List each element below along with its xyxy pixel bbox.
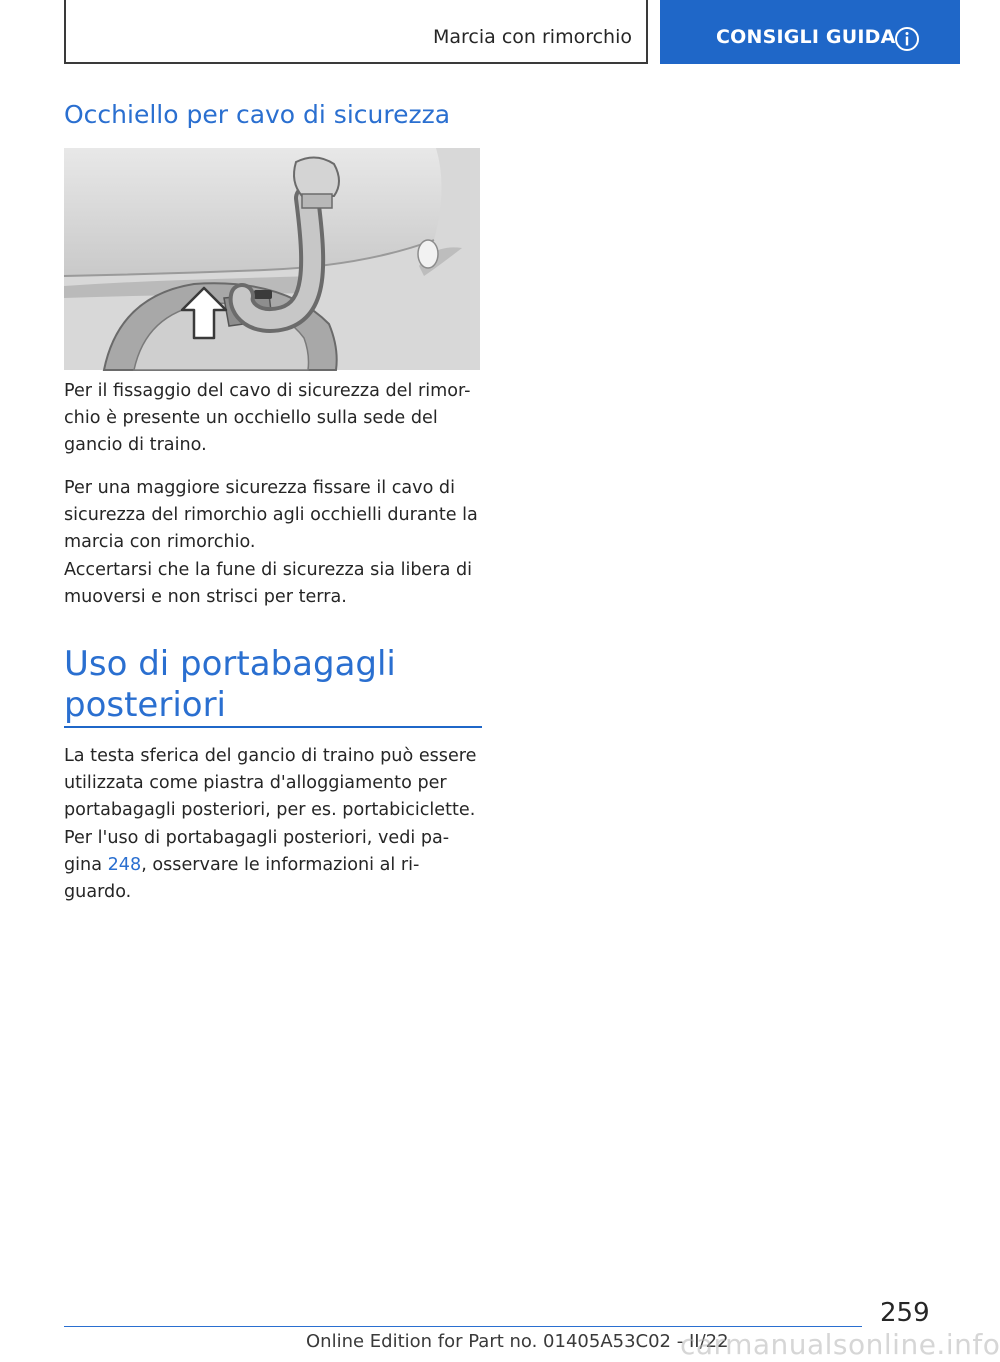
section-title: Marcia con rimorchio xyxy=(433,26,632,48)
info-icon xyxy=(894,26,920,52)
running-header xyxy=(64,0,648,64)
chapter-tab[interactable] xyxy=(660,0,960,64)
section-heading-safety-eyelet: Occhiello per cavo di sicurezza xyxy=(64,100,451,129)
page-link-248[interactable]: 248 xyxy=(107,855,142,875)
paragraph-page-reference: Per l'uso di portabagagli posteriori, vedi pa- gina 248, osservare le informazioni al ri- guardo. xyxy=(64,828,450,902)
page-number: 259 xyxy=(880,1298,930,1328)
section-heading-rear-carriers: Uso di portabagagli posteriori xyxy=(64,644,396,725)
paragraph-fasten-cable: Per una maggiore sicurezza fissare il cavo di sicurezza del rimorchio agli occhielli durante la marcia con rimorchio. xyxy=(64,478,478,552)
tow-hook-illustration xyxy=(64,148,480,370)
paragraph-eyelet-location: Per il fissaggio del cavo di sicurezza del rimor- chio è presente un occhiello sulla sede del gancio di traino. xyxy=(64,381,471,455)
heading-divider xyxy=(64,726,482,728)
chapter-title: CONSIGLI GUIDA xyxy=(716,26,896,48)
footer-edition: Online Edition for Part no. 01405A53C02 - II/22 xyxy=(306,1331,729,1352)
paragraph-free-movement: Accertarsi che la fune di sicurezza sia libera di muoversi e non strisci per terra. xyxy=(64,560,473,607)
footer-divider xyxy=(64,1326,862,1327)
watermark: carmanualsonline.info xyxy=(680,1328,1000,1361)
paragraph-ball-head-use: La testa sferica del gancio di traino può essere utilizzata come piastra d'alloggiamento per portabagagli posteriori, per es. portabiciclette. xyxy=(64,746,477,820)
